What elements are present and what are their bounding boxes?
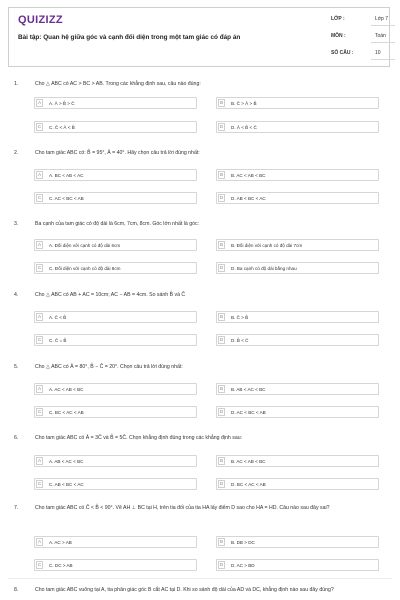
meta-divider — [371, 25, 395, 26]
option-text: B. AC < AB < BC — [231, 172, 266, 178]
question-text: Cho tam giác ABC có Ĉ < B̂ < 90°. Vẽ AH ⊥ BC tại H, trên tia đối của tia HA lấy điểm D sao cho HA = HD. Câu nào sau đây sai? — [35, 505, 330, 511]
option-letter: B — [219, 100, 224, 105]
option-text: D. B̂ < Ĉ — [231, 337, 249, 343]
option-text: D. AC < BC < AB — [231, 409, 266, 415]
meta-value-subject: Toán — [375, 33, 386, 39]
option-d[interactable] — [216, 192, 379, 204]
option-b[interactable] — [216, 383, 379, 395]
worksheet-header — [8, 7, 390, 67]
option-a[interactable] — [34, 97, 197, 109]
option-text: D. AC > BD — [231, 562, 255, 568]
option-letter: C — [37, 337, 42, 342]
option-c[interactable] — [34, 262, 197, 274]
option-letter: C — [37, 481, 42, 486]
option-d[interactable] — [216, 121, 379, 133]
page-divider — [8, 578, 392, 579]
option-letter: C — [37, 562, 42, 567]
option-d[interactable] — [216, 478, 379, 490]
option-d[interactable] — [216, 334, 379, 346]
option-text: C. Đối diện với cạnh có độ dài 8cm — [49, 265, 121, 271]
meta-divider — [371, 42, 395, 43]
option-text: C. DC > AB — [49, 562, 73, 568]
option-text: D. BC < AC < AB — [231, 481, 266, 487]
option-text: B. Ĉ > Â > B̂ — [231, 100, 257, 106]
option-letter: C — [37, 195, 42, 200]
option-text: A. AB < AC < BC — [49, 458, 84, 464]
meta-divider — [371, 59, 395, 60]
option-c[interactable] — [34, 559, 197, 571]
option-letter: B — [219, 458, 224, 463]
option-text: C. Ĉ < Â < B̂ — [49, 124, 75, 130]
option-letter: D — [219, 562, 224, 567]
option-letter: C — [37, 124, 42, 129]
option-c[interactable] — [34, 192, 197, 204]
option-text: D. Â < B̂ < Ĉ — [231, 124, 257, 130]
meta-value-count: 10 — [375, 50, 381, 56]
option-b[interactable] — [216, 169, 379, 181]
question-number: 8. — [14, 587, 19, 593]
option-a[interactable] — [34, 169, 197, 181]
option-c[interactable] — [34, 406, 197, 418]
option-letter: B — [219, 386, 224, 391]
option-text: B. Ĉ > B̂ — [231, 314, 249, 320]
option-letter: A — [37, 386, 42, 391]
option-letter: C — [37, 409, 42, 414]
option-letter: D — [219, 124, 224, 129]
option-letter: A — [37, 172, 42, 177]
option-letter: A — [37, 242, 42, 247]
option-b[interactable] — [216, 536, 379, 548]
option-text: A. Đối diện với cạnh có độ dài 6cm — [49, 242, 121, 248]
question-number: 6. — [14, 435, 19, 441]
quizizz-logo: QUIZIZZ — [18, 14, 63, 26]
option-text: C. AC < BC < AB — [49, 195, 84, 201]
question-text: Cho tam giác ABC có: B̂ = 95°, Â = 40°. Hãy chọn câu trả lời đúng nhất: — [35, 150, 200, 156]
option-letter: B — [219, 242, 224, 247]
worksheet-title: Bài tập: Quan hệ giữa góc và cạnh đối diện trong một tam giác có đáp án — [18, 34, 241, 41]
option-letter: A — [37, 458, 42, 463]
option-letter: C — [37, 265, 42, 270]
question-text: Cho △ ABC có Â = 80°, B̂ − Ĉ = 20°. Chọn câu trả lời đúng nhất: — [35, 364, 183, 370]
question-text: Ba cạnh của tam giác có độ dài là 6cm, 7cm, 8cm. Góc lớn nhất là góc: — [35, 221, 200, 227]
option-letter: D — [219, 337, 224, 342]
question-number: 1. — [14, 81, 19, 87]
option-text: D. AB < BC < AC — [231, 195, 266, 201]
option-text: A. BC < AB < AC — [49, 172, 84, 178]
option-text: B. AB < AC < BC — [231, 386, 266, 392]
option-text: A. Ĉ < B̂ — [49, 314, 67, 320]
question-number: 4. — [14, 292, 19, 298]
option-letter: A — [37, 100, 42, 105]
option-text: C. AB < BC < AC — [49, 481, 84, 487]
option-a[interactable] — [34, 536, 197, 548]
option-a[interactable] — [34, 455, 197, 467]
option-a[interactable] — [34, 311, 197, 323]
option-b[interactable] — [216, 97, 379, 109]
option-b[interactable] — [216, 455, 379, 467]
question-text: Cho △ ABC có AB + AC = 10cm; AC − AB = 4cm. So sánh B̂ và Ĉ — [35, 292, 186, 298]
meta-value-class: Lớp 7 — [375, 16, 389, 22]
option-text: A. AC > AB — [49, 539, 72, 545]
option-text: B. AC < AB < BC — [231, 458, 266, 464]
option-d[interactable] — [216, 559, 379, 571]
question-text: Cho tam giác ABC vuông tại A, tia phân giác góc B cắt AC tại D. Khi so sánh độ dài của AD và DC, khẳng định nào sau đây đúng? — [35, 587, 334, 593]
option-letter: D — [219, 409, 224, 414]
option-text: A. Â > B̂ > Ĉ — [49, 100, 75, 106]
option-text: D. Ba cạnh có độ dài bằng nhau — [231, 265, 297, 271]
meta-label-class: LỚP : — [331, 16, 345, 22]
option-c[interactable] — [34, 334, 197, 346]
option-text: C. Ĉ = B̂ — [49, 337, 67, 343]
option-text: C. BC < AC < AB — [49, 409, 84, 415]
option-b[interactable] — [216, 239, 379, 251]
question-number: 7. — [14, 505, 19, 511]
option-a[interactable] — [34, 383, 197, 395]
option-d[interactable] — [216, 262, 379, 274]
question-number: 2. — [14, 150, 19, 156]
question-text: Cho tam giác ABC có Â = 3Ĉ và B̂ = 5Ĉ. Chọn khẳng định đúng trong các khẳng định sau: — [35, 435, 243, 441]
option-letter: D — [219, 481, 224, 486]
option-letter: D — [219, 195, 224, 200]
option-text: B. Đối diện với cạnh có độ dài 7cm — [231, 242, 303, 248]
option-letter: A — [37, 539, 42, 544]
option-letter: B — [219, 539, 224, 544]
option-d[interactable] — [216, 406, 379, 418]
option-c[interactable] — [34, 121, 197, 133]
meta-label-count: SỐ CÂU : — [331, 50, 354, 56]
question-number: 5. — [14, 364, 19, 370]
option-c[interactable] — [34, 478, 197, 490]
option-text: A. AC < AB < BC — [49, 386, 84, 392]
option-letter: B — [219, 314, 224, 319]
option-letter: B — [219, 172, 224, 177]
option-a[interactable] — [34, 239, 197, 251]
question-text: Cho △ ABC có AC > BC > AB. Trong các khẳng định sau, câu nào đúng: — [35, 81, 201, 87]
meta-label-subject: MÔN : — [331, 33, 346, 39]
option-letter: D — [219, 265, 224, 270]
option-letter: A — [37, 314, 42, 319]
question-number: 3. — [14, 221, 19, 227]
option-b[interactable] — [216, 311, 379, 323]
option-text: B. DB > DC — [231, 539, 255, 545]
